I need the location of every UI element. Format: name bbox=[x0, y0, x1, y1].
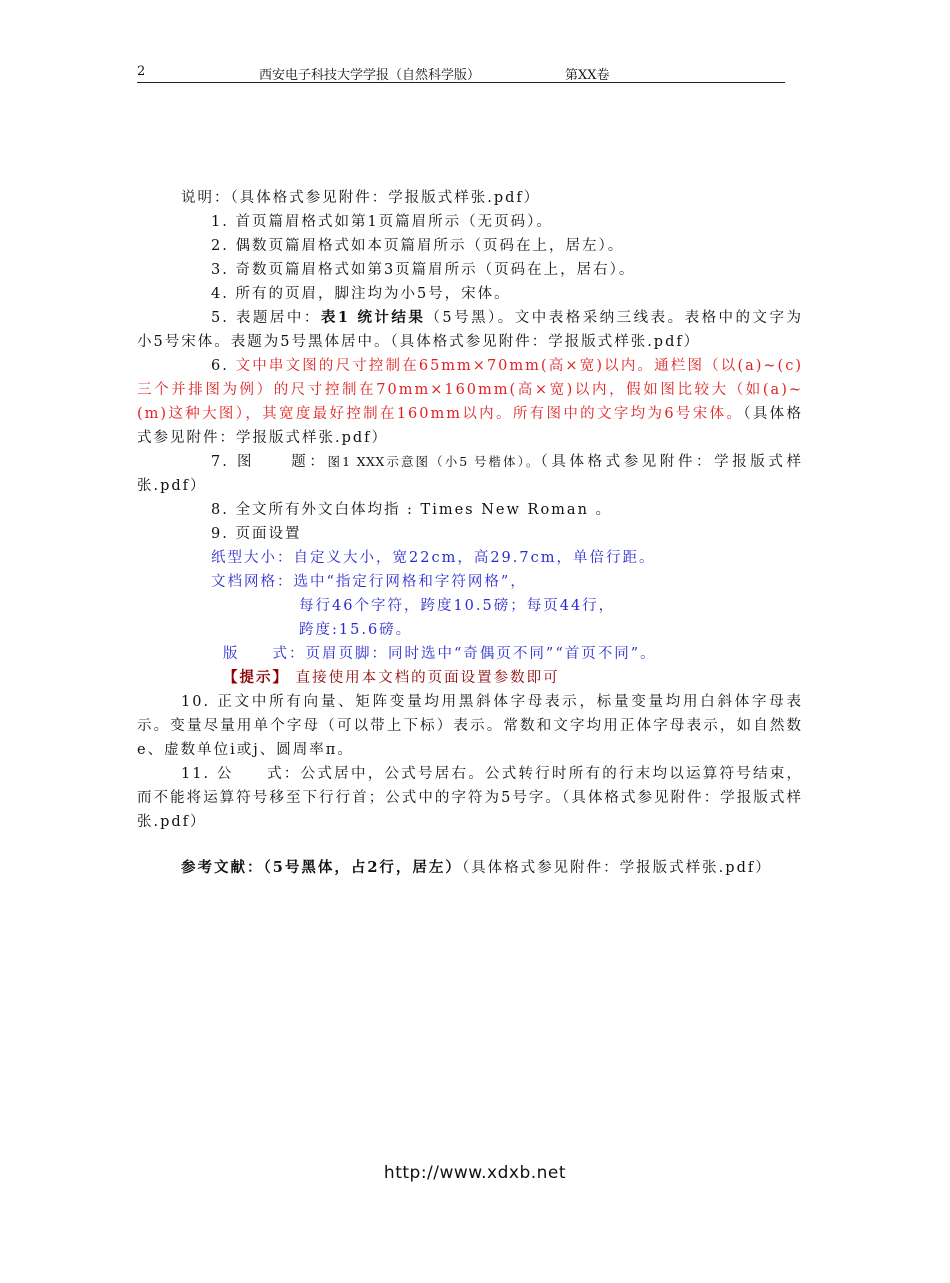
figure-caption-sample: 图1 XXX示意图（小5 号楷体）。 bbox=[327, 454, 541, 469]
references-tail: （具体格式参见附件：学报版式样张.pdf） bbox=[461, 860, 772, 876]
item-7-rest: （具体格式参见附件：学报版式样张.pdf） bbox=[137, 454, 803, 494]
tip-text: 直接使用本文档的页面设置参数即可 bbox=[295, 670, 560, 686]
table-title-sample: 表1 统计结果 bbox=[320, 309, 426, 326]
item-8: 8. 全文所有外文白体均指 : Times New Roman 。 bbox=[211, 502, 613, 518]
item-10: 10. 正文中所有向量、矩阵变量均用黑斜体字母表示，标量变量均用白斜体字母表示。变量尽量用单个字母（可以带上下标）表示。常数和文字均用正体字母表示，如自然数e、虚数单位i或j、圆周率π。 bbox=[137, 694, 803, 758]
item-9-grid-line-2: 每行46个字符，跨度10.5磅；每页44行， bbox=[299, 598, 616, 614]
item-7 bbox=[137, 450, 803, 498]
item-5 bbox=[137, 306, 803, 354]
item-7-lead: 7. 图 题： bbox=[211, 454, 328, 470]
item-6-number: 6. bbox=[211, 358, 236, 374]
item-9-layout: 版 式：页眉页脚：同时选中“奇偶页不同”“首页不同”。 bbox=[223, 646, 657, 662]
journal-url[interactable]: http://www.xdxb.net bbox=[383, 1163, 567, 1183]
item-9: 9. 页面设置 bbox=[211, 526, 302, 542]
item-5-lead: 5. 表题居中： bbox=[211, 310, 321, 326]
references-bold: 参考文献：（5号黑体，占2行，居左） bbox=[181, 859, 462, 876]
item-9-tip bbox=[137, 666, 803, 690]
item-6-tail: （具体格式参见附件：学报版式样张.pdf） bbox=[137, 406, 804, 446]
references-heading bbox=[137, 856, 803, 880]
paper-size-text: 纸型大小：自定义大小，宽22cm，高29.7cm，单倍行距。 bbox=[211, 550, 656, 566]
tip-label: 【提示】 bbox=[223, 669, 289, 686]
intro-paragraph: 说明：（具体格式参见附件：学报版式样张.pdf） bbox=[181, 190, 541, 206]
instructions-body bbox=[137, 186, 803, 880]
item-9-grid-line-1: 文档网格：选中“指定行网格和字符网格”， bbox=[211, 574, 527, 590]
page-number: 2 bbox=[137, 64, 146, 79]
item-11: 11. 公 式：公式居中，公式号居右。公式转行时所有的行末均以运算符号结束，而不能将运算符号移至下行行首；公式中的字符为5号字。（具体格式参见附件：学报版式样张.pdf） bbox=[137, 766, 803, 830]
journal-name: 西安电子科技大学学报（自然科学版） bbox=[259, 68, 481, 83]
item-5-rest: （5号黑）。文中表格采纳三线表。表格中的文字为小5号宋体。表题为5号黑体居中。（具体格式参见附件：学报版式样张.pdf） bbox=[137, 310, 803, 350]
item-1: 1. 首页篇眉格式如第1页篇眉所示（无页码）。 bbox=[211, 214, 553, 230]
item-6 bbox=[137, 354, 803, 450]
running-header bbox=[137, 62, 785, 83]
item-9-grid-line-3: 跨度:15.6磅。 bbox=[299, 622, 413, 638]
item-6-red-text: 文中串文图的尺寸控制在65mm×70mm(高×宽)以内。通栏图（以(a)~(c)三个并排图为例）的尺寸控制在70mm×160mm(高×宽)以内，假如图比较大（如(a)~(m)这种大图），其宽度最好控制在160mm以内。所有图中的文字均为6号宋体。 bbox=[137, 358, 803, 422]
item-3: 3. 奇数页篇眉格式如第3页篇眉所示（页码在上，居右）。 bbox=[211, 262, 636, 278]
volume-label: 第XX卷 bbox=[565, 68, 610, 83]
item-9-paper-size bbox=[137, 546, 803, 570]
item-4: 4. 所有的页眉，脚注均为小5号，宋体。 bbox=[211, 286, 511, 302]
item-2: 2. 偶数页篇眉格式如本页篇眉所示（页码在上，居左）。 bbox=[211, 238, 625, 254]
